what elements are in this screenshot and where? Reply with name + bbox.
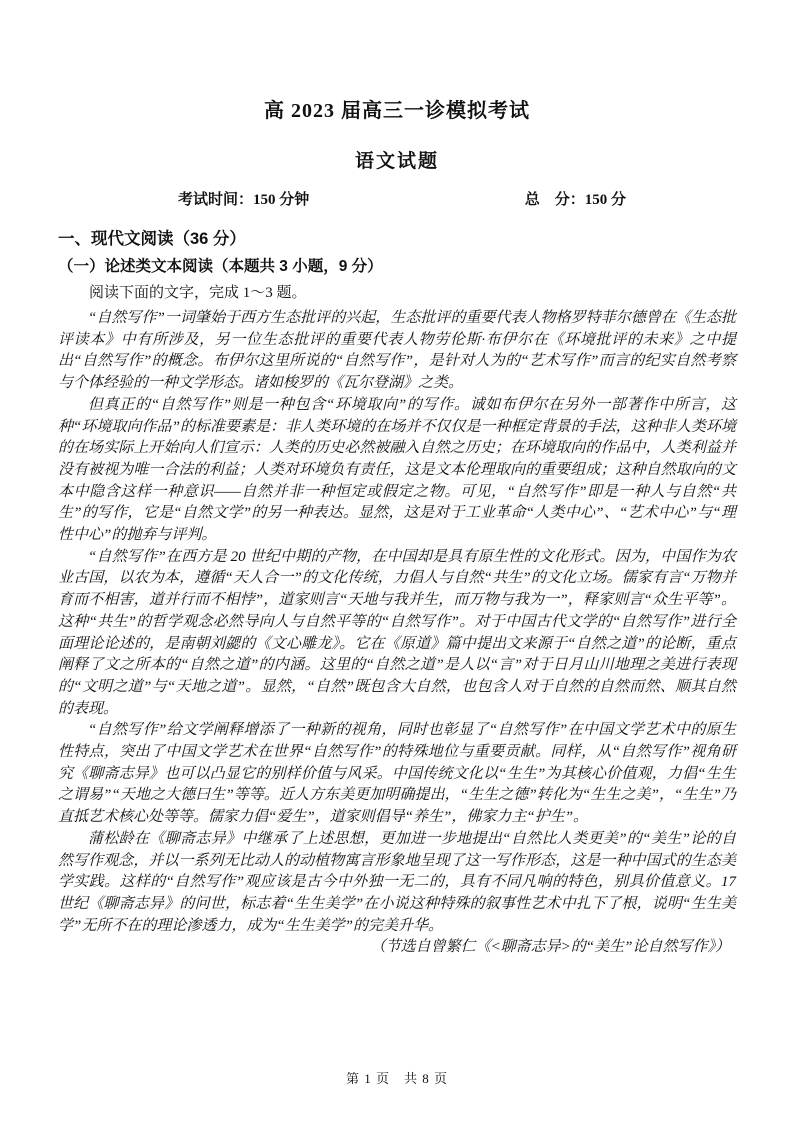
total-score-label: 总 分：150 分	[524, 192, 626, 208]
passage-paragraph-4: “自然写作”给文学阐释增添了一种新的视角，同时也彰显了“自然写作”在中国文学艺术中的原生性特点，突出了中国文学艺术在世界“自然写作”的特殊地位与重要贡献。同样，从“自然写作”视角研究《聊斋志异》也可以凸显它的别样价值与风采。中国传统文化以“生生”为其核心价值观，力倡“生生之谓易”“天地之大德曰生”等等。近人方东美更加明确提出，“生生之德”转化为“生生之美”，“生生”乃直抵艺术核心处等等。儒家力倡“爱生”，道家则倡导“养生”，佛家力主“护生”。	[58, 722, 736, 826]
exam-time-label: 考试时间：150 分钟	[178, 192, 310, 208]
passage-paragraph-2: 但真正的“自然写作”则是一种包含“环境取向”的写作。诚如布伊尔在另外一部著作中所言，这种“环境取向作品”的标准要素是：非人类环境的在场并不仅仅是一种框定背景的手法，这种非人类环境的在场实际上开始向人们宣示：人类的历史必然被融入自然之历史；在环境取向的作品中，人类利益并没有被视为唯一合法的利益；人类对环境负有责任，这是文本伦理取向的重要组成；这种自然取向的文本中隐含这样一种意识——自然并非一种恒定或假定之物。可见，“自然写作”即是一种人与自然“共生”的写作，它是“自然文学”的另一种表达。显然，这是对于工业革命“人类中心”、“艺术中心”与“理性中心”的抛弃与评判。	[58, 396, 736, 544]
section-heading-modern-reading: 一、现代文阅读（36 分）	[58, 230, 246, 248]
exam-title: 高 2023 届高三一诊模拟考试	[264, 100, 530, 122]
passage-paragraph-3: “自然写作”在西方是 20 世纪中期的产物，在中国却是具有原生性的文化形式。因为，中国作为农业古国，以农为本，遵循“天人合一”的文化传统，力倡人与自然“共生”的文化立场。儒家有言“万物并育而不相害，道并行而不相悖”，道家则言“天地与我并生，而万物与我为一”，释家则言“众生平等”。这种“共生”的哲学观念必然导向人与自然平等的“自然写作”。对于中国古代文学的“自然写作”进行全面理论论述的，是南朝刘勰的《文心雕龙》。它在《原道》篇中提出文来源于“自然之道”的论断，重点阐释了文之所本的“自然之道”的内涵。这里的“自然之道”是人以“言”对于日月山川地理之美进行表现的“文明之道”与“天地之道”。显然，“自然”既包含大自然，也包含人对于自然的自然而然、顺其自然的表现。	[58, 548, 736, 717]
exam-meta-row	[178, 190, 626, 210]
reading-passage	[58, 308, 736, 959]
page-number-footer: 第 1 页 共 8 页	[345, 1071, 448, 1086]
passage-paragraph-1: “自然写作”一词肇始于西方生态批评的兴起，生态批评的重要代表人物格罗特菲尔德曾在《生态批评读本》中有所涉及，另一位生态批评的重要代表人物劳伦斯·布伊尔在《环境批评的未来》之中提出“自然写作”的概念。布伊尔这里所说的“自然写作”，是针对人为的“艺术写作”而言的纪实自然考察与个体经验的一种文学形态。诸如梭罗的《瓦尔登湖》之类。	[58, 310, 736, 392]
passage-source-attribution: （节选自曾繁仁《<聊斋志异>的“美生”论自然写作》）	[370, 939, 730, 956]
reading-instruction: 阅读下面的文字，完成 1～3 题。	[89, 285, 307, 301]
subsection-heading-argumentative-text: （一）论述类文本阅读（本题共 3 小题，9 分）	[58, 258, 383, 275]
passage-paragraph-5: 蒲松龄在《聊斋志异》中继承了上述思想，更加进一步地提出“自然比人类更美”的“美生”论的自然写作观念，并以一系列无比动人的动植物寓言形象地呈现了这一写作形态，这是一种中国式的生态美学实践。这样的“自然写作”观应该是古今中外独一无二的，具有不同凡响的特色，别具价值意义。17 世纪《聊斋志异》的问世，标志着“生生美学”在小说这种特殊的叙事性艺术中扎下了根，说明“生生美学”无所不在的理论渗透力，成为“生生美学”的完美升华。	[58, 830, 736, 934]
exam-subject-title: 语文试题	[354, 151, 439, 172]
